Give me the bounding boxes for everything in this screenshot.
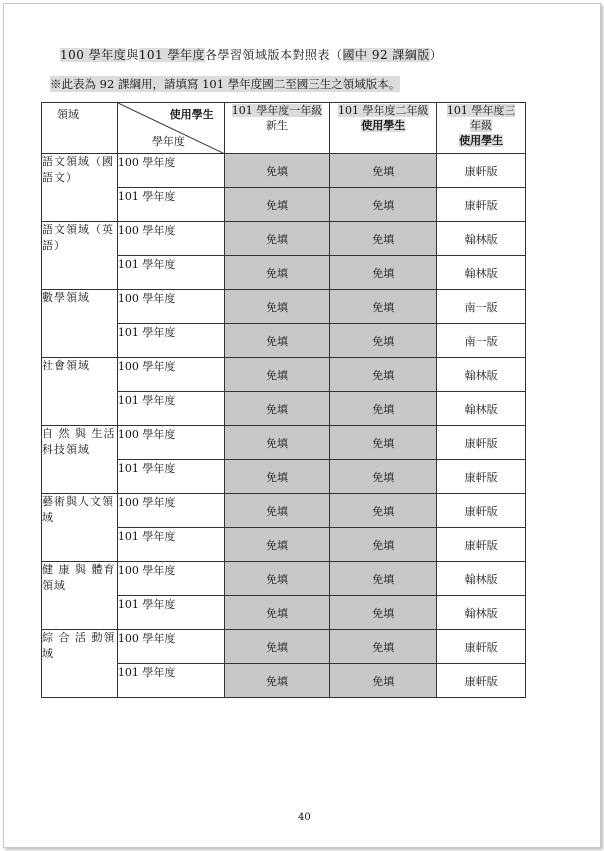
value-cell: 免填 [224, 664, 330, 698]
value-cell: 免填 [224, 188, 330, 222]
version-cell: 翰林版 [437, 358, 526, 392]
header-grade2-line2: 使用學生 [361, 119, 406, 132]
version-cell: 翰林版 [437, 256, 526, 290]
value-cell: 免填 [224, 256, 330, 290]
header-grade1-line1: 101 學年度一年級 [231, 104, 323, 117]
header-grade3-line2: 年級 [470, 119, 493, 132]
document-page [3, 3, 601, 848]
year-cell: 101 學年度 [117, 664, 224, 698]
value-cell: 免填 [330, 596, 437, 630]
value-cell: 免填 [330, 290, 437, 324]
value-cell: 免填 [330, 256, 437, 290]
header-grade2-line1: 101 學年度二年級 [338, 104, 429, 117]
header-grade2 [330, 103, 437, 154]
value-cell: 免填 [224, 392, 330, 426]
year-cell: 101 學年度 [117, 596, 224, 630]
year-cell: 100 學年度 [117, 426, 224, 460]
header-grade3 [437, 103, 526, 154]
instruction-note: ※此表為 92 課綱用，請填寫 101 學年度國二至國三生之領域版本。 [50, 77, 401, 91]
value-cell: 免填 [330, 426, 437, 460]
year-cell: 101 學年度 [117, 392, 224, 426]
header-grade1 [224, 103, 330, 154]
page-number: 40 [298, 812, 311, 823]
title-main: 各學習領域版本對照表（ [204, 48, 343, 62]
area-cell: 健 康 與 體育領域 [42, 562, 118, 630]
value-cell: 免填 [330, 154, 437, 188]
version-cell: 南一版 [437, 324, 526, 358]
value-cell: 免填 [330, 392, 437, 426]
value-cell: 免填 [224, 222, 330, 256]
area-cell: 語文領域（英語） [42, 222, 118, 290]
value-cell: 免填 [330, 188, 437, 222]
value-cell: 免填 [330, 222, 437, 256]
title-year-100: 100 學年度 [60, 48, 127, 62]
version-cell: 康軒版 [437, 630, 526, 664]
title-year-101: 101 學年度 [138, 48, 205, 62]
title-version: 國中 92 課綱版 [342, 48, 430, 62]
value-cell: 免填 [224, 596, 330, 630]
year-cell: 100 學年度 [117, 222, 224, 256]
year-cell: 100 學年度 [117, 290, 224, 324]
value-cell: 免填 [224, 528, 330, 562]
version-cell: 康軒版 [437, 426, 526, 460]
title-conj: 與 [126, 48, 139, 62]
area-cell: 綜 合 活 動領域 [42, 630, 118, 698]
header-grade1-line2: 新生 [266, 119, 288, 132]
table-row [42, 494, 526, 528]
area-cell: 語文領域（國語文） [42, 154, 118, 222]
value-cell: 免填 [330, 494, 437, 528]
table-row [42, 290, 526, 324]
version-table [41, 102, 526, 698]
corner-bottom-label: 學年度 [151, 135, 185, 148]
year-cell: 101 學年度 [117, 460, 224, 494]
version-cell: 康軒版 [437, 528, 526, 562]
value-cell: 免填 [330, 630, 437, 664]
value-cell: 免填 [224, 630, 330, 664]
year-cell: 101 學年度 [117, 528, 224, 562]
version-cell: 翰林版 [437, 392, 526, 426]
version-cell: 康軒版 [437, 460, 526, 494]
year-cell: 100 學年度 [117, 630, 224, 664]
value-cell: 免填 [330, 460, 437, 494]
year-cell: 101 學年度 [117, 256, 224, 290]
value-cell: 免填 [330, 664, 437, 698]
value-cell: 免填 [224, 324, 330, 358]
version-cell: 康軒版 [437, 154, 526, 188]
year-cell: 100 學年度 [117, 494, 224, 528]
header-grade3-line1: 101 學年度三 [446, 104, 516, 117]
value-cell: 免填 [224, 290, 330, 324]
table-row [42, 358, 526, 392]
version-cell: 翰林版 [437, 222, 526, 256]
value-cell: 免填 [330, 562, 437, 596]
year-cell: 100 學年度 [117, 358, 224, 392]
header-corner [117, 103, 224, 154]
year-cell: 101 學年度 [117, 188, 224, 222]
table-row [42, 630, 526, 664]
value-cell: 免填 [224, 460, 330, 494]
table-row [42, 562, 526, 596]
page-title [60, 46, 442, 63]
version-cell: 翰林版 [437, 562, 526, 596]
value-cell: 免填 [224, 358, 330, 392]
title-close: ） [429, 48, 443, 62]
area-cell: 藝術與人文領域 [42, 494, 118, 562]
corner-top-label: 使用學生 [169, 108, 214, 121]
value-cell: 免填 [330, 528, 437, 562]
area-cell: 自 然 與 生活科技領域 [42, 426, 118, 494]
header-grade3-line3: 使用學生 [459, 134, 504, 147]
value-cell: 免填 [330, 324, 437, 358]
value-cell: 免填 [224, 494, 330, 528]
version-cell: 康軒版 [437, 664, 526, 698]
value-cell: 免填 [224, 562, 330, 596]
version-cell: 南一版 [437, 290, 526, 324]
version-cell: 翰林版 [437, 596, 526, 630]
version-cell: 康軒版 [437, 494, 526, 528]
value-cell: 免填 [224, 426, 330, 460]
area-cell: 數學領域 [42, 290, 118, 358]
value-cell: 免填 [224, 154, 330, 188]
version-cell: 康軒版 [437, 188, 526, 222]
table-row [42, 426, 526, 460]
year-cell: 100 學年度 [117, 154, 224, 188]
table-row [42, 154, 526, 188]
year-cell: 101 學年度 [117, 324, 224, 358]
value-cell: 免填 [330, 358, 437, 392]
year-cell: 100 學年度 [117, 562, 224, 596]
area-cell: 社會領域 [42, 358, 118, 426]
header-area: 領域 [42, 103, 118, 154]
table-header-row [42, 103, 526, 154]
table-row [42, 222, 526, 256]
